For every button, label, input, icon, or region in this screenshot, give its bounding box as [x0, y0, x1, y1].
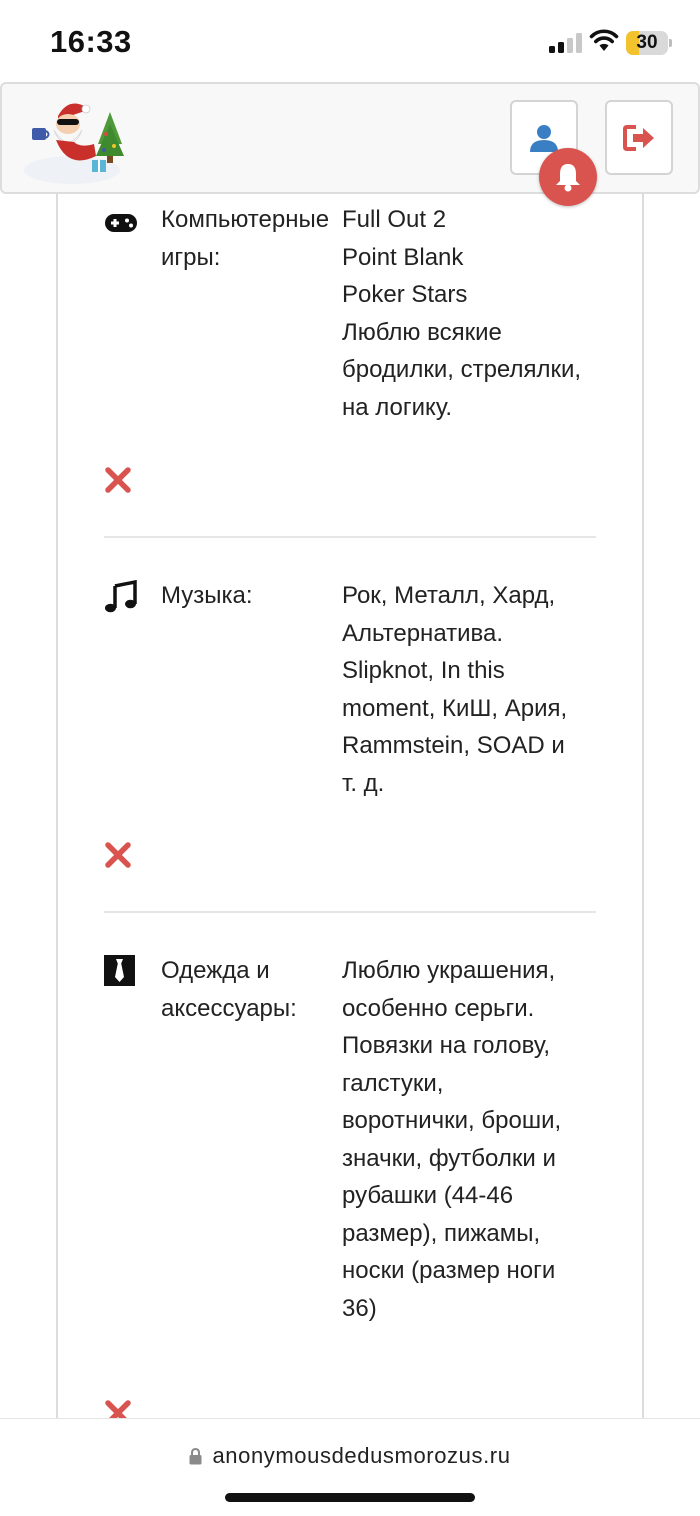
battery-icon — [626, 31, 672, 55]
delete-icon[interactable] — [104, 841, 132, 869]
row-divider — [104, 536, 596, 538]
browser-bottom-bar — [0, 1418, 700, 1516]
row-divider — [104, 911, 596, 913]
bell-icon — [554, 162, 582, 192]
address-bar[interactable] — [0, 1441, 700, 1471]
status-bar — [0, 0, 700, 82]
logout-button[interactable] — [605, 100, 673, 175]
interest-label: Музыка: — [161, 582, 253, 609]
gamepad-icon — [104, 206, 138, 240]
interest-value: Full Out 2 Point Blank Poker Stars Люблю всякие бродилки, стрелялки, на логику. — [342, 206, 582, 421]
status-time: 16:33 — [50, 24, 132, 59]
wifi-icon — [589, 29, 619, 53]
music-icon — [104, 580, 138, 614]
user-icon — [529, 123, 559, 153]
tie-icon — [104, 955, 135, 986]
notifications-button[interactable] — [539, 148, 597, 206]
logout-icon — [623, 124, 655, 152]
lock-icon — [189, 1448, 202, 1465]
interest-value: Рок, Металл, Хард, Альтернатива. Slipknot, In this moment, КиШ, Ария, Rammstein, SOAD и т. д. — [342, 582, 568, 797]
home-indicator[interactable] — [225, 1493, 475, 1502]
interest-value: Люблю украшения, особенно серьги. Повязки на голову, галстуки, воротнички, броши, значки, футболки и рубашки (44-46 размер), пижамы, носки (размер ноги 36) — [342, 957, 562, 1322]
cellular-signal-icon — [549, 33, 583, 53]
battery-percent: 30 — [636, 32, 658, 53]
interest-label: Компьютерные игры: — [161, 206, 330, 271]
url-text: anonymousdedusmorozus.ru — [212, 1443, 511, 1468]
santa-logo[interactable] — [22, 94, 132, 186]
interest-label: Одежда и аксессуары: — [161, 957, 297, 1022]
delete-icon[interactable] — [104, 466, 132, 494]
